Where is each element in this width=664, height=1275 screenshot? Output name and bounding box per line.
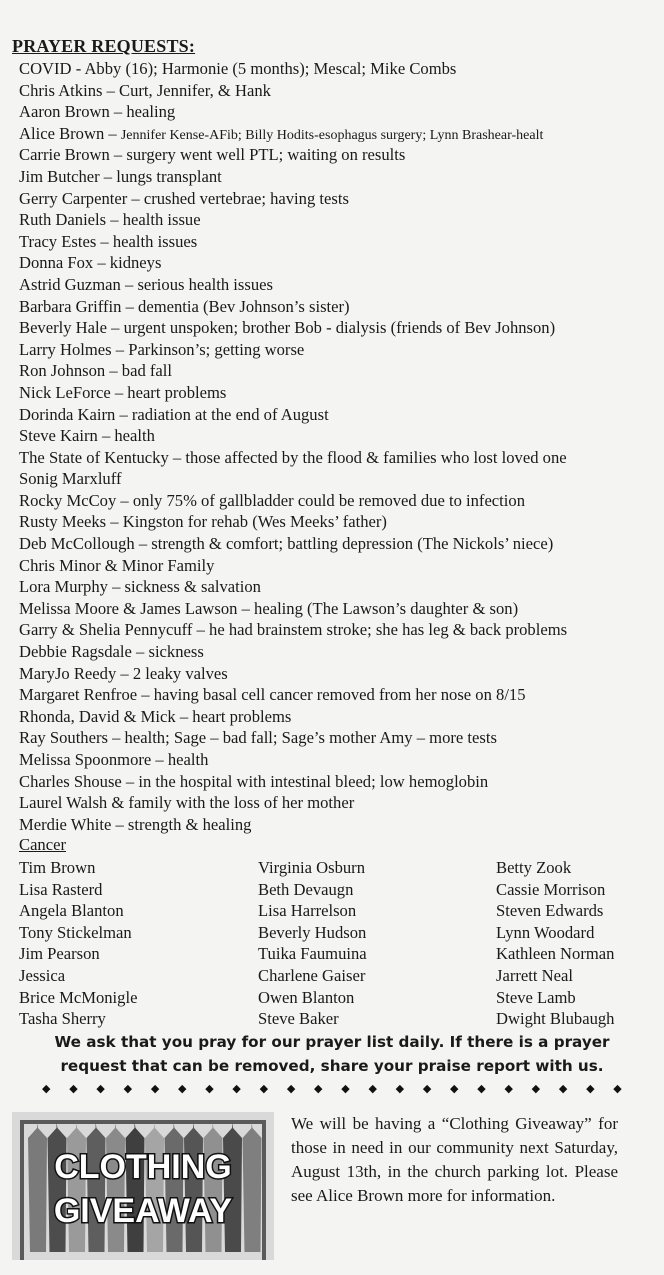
diamond-icon: ◆: [178, 1083, 187, 1095]
prayer-request-detail: Jennifer Kense-AFib; Billy Hodits-esophagus surgery; Lynn Brashear-healt: [120, 127, 544, 143]
prayer-request-item: [19, 166, 659, 188]
prayer-request-item: [19, 339, 659, 361]
prayer-request-item: [19, 231, 659, 253]
prayer-request-text: Tracy Estes – health issues: [19, 231, 198, 251]
cancer-name: Lisa Harrelson: [258, 901, 357, 921]
prayer-requests-heading: PRAYER REQUESTS:: [12, 36, 196, 56]
prayer-request-text: Steve Kairn – health: [19, 426, 155, 446]
garment-shape: [48, 1122, 67, 1252]
prayer-request-item: [19, 576, 659, 598]
prayer-request-text: Charles Shouse – in the hospital with intestinal bleed; low hemoglobin: [19, 771, 489, 791]
garment-shape: [243, 1122, 262, 1252]
prayer-request-text: Rhonda, David & Mick – heart problems: [19, 706, 292, 726]
prayer-request-item: [19, 468, 659, 490]
cancer-column-1: [19, 857, 137, 1030]
prayer-request-text: Rocky McCoy – only 75% of gallbladder could be removed due to infection: [19, 490, 525, 510]
prayer-request-text: Melissa Moore & James Lawson – healing (The Lawson’s daughter & son): [19, 598, 519, 618]
prayer-request-text: Melissa Spoonmore – health: [19, 750, 209, 769]
prayer-request-item: [19, 360, 659, 382]
prayer-request-text: Beverly Hale – urgent unspoken; brother Bob - dialysis (friends of Bev Johnson): [19, 318, 556, 338]
garment-shape: [28, 1122, 47, 1252]
prayer-request-item: [19, 252, 659, 274]
prayer-request-item: [19, 274, 659, 296]
garment-shape: [223, 1122, 242, 1252]
prayer-request-list: [19, 58, 659, 835]
prayer-request-text: Chris Atkins – Curt, Jennifer, & Hank: [19, 80, 271, 100]
cancer-name: Beth Devaugn: [258, 879, 354, 899]
diamond-icon: ◆: [341, 1083, 350, 1095]
prayer-request-text: Ray Southers – health; Sage – bad fall; Sage’s mother Amy – more tests: [19, 728, 497, 748]
diamond-icon: ◆: [531, 1083, 541, 1095]
prayer-request-item: [19, 663, 659, 685]
diamond-icon: ◆: [42, 1083, 51, 1095]
prayer-request-item: [19, 188, 659, 210]
prayer-request-text: Carrie Brown – surgery went well PTL; waiting on results: [19, 145, 406, 165]
logo-text-line1: CLOTHING: [54, 1148, 232, 1186]
diamond-divider: [42, 1082, 622, 1095]
cancer-name: Dwight Blubaugh: [496, 1009, 615, 1029]
cancer-name: Charlene Gaiser: [258, 965, 366, 985]
prayer-request-item: [19, 101, 659, 123]
prayer-request-text: Merdie White – strength & healing: [19, 814, 252, 834]
cancer-name: Tuika Faumuina: [258, 944, 367, 964]
garment-shape: [67, 1122, 86, 1252]
prayer-request-text: Rusty Meeks – Kingston for rehab (Wes Meeks’ father): [19, 512, 387, 532]
diamond-icon: ◆: [368, 1083, 377, 1095]
prayer-request-text: Gerry Carpenter – crushed vertebrae; having tests: [19, 188, 349, 208]
prayer-request-item: [19, 80, 659, 102]
prayer-request-item: [19, 684, 659, 706]
clothing-giveaway-logo: [12, 1112, 274, 1260]
prayer-request-item: [19, 706, 659, 728]
garment-shape: [87, 1122, 106, 1252]
prayer-request-item: [19, 792, 659, 814]
prayer-request-text: Debbie Ragsdale – sickness: [19, 642, 204, 662]
prayer-request-text: Donna Fox – kidneys: [19, 253, 162, 273]
prayer-request-text: Dorinda Kairn – radiation at the end of August: [19, 404, 329, 424]
diamond-icon: ◆: [422, 1083, 432, 1095]
cancer-name: Owen Blanton: [258, 987, 355, 1007]
diamond-icon: ◆: [558, 1083, 568, 1095]
prayer-request-item: [19, 727, 659, 749]
prayer-request-item: [19, 425, 659, 447]
prayer-request-text: Deb McCollough – strength & comfort; battling depression (The Nickols’ niece): [19, 534, 554, 554]
prayer-request-text: Garry & Shelia Pennycuff – he had brainstem stroke; she has leg & back problems: [19, 620, 568, 640]
prayer-request-text: Aaron Brown – healing: [19, 102, 176, 122]
prayer-notice: We ask that you pray for our prayer list daily. If there is a prayer request that can be removed, share your praise report with us.: [54, 1033, 610, 1075]
diamond-icon: ◆: [205, 1083, 214, 1095]
cancer-name: Angela Blanton: [19, 901, 124, 921]
prayer-request-text: Astrid Guzman – serious health issues: [19, 274, 273, 294]
cancer-name: Cassie Morrison: [496, 879, 606, 899]
prayer-request-item: [19, 58, 659, 80]
garment-shape: [126, 1122, 145, 1252]
cancer-column-3: [496, 857, 614, 1030]
diamond-icon: ◆: [613, 1083, 622, 1095]
diamond-icon: ◆: [232, 1083, 241, 1095]
prayer-request-item: [19, 771, 659, 793]
prayer-request-item: [19, 490, 659, 512]
diamond-icon: ◆: [286, 1083, 296, 1095]
prayer-request-item: [19, 641, 659, 663]
prayer-request-item: [19, 144, 659, 166]
cancer-name: Kathleen Norman: [496, 944, 615, 964]
prayer-request-text: Lora Murphy – sickness & salvation: [19, 577, 261, 597]
garment-shape: [106, 1122, 125, 1252]
cancer-heading: Cancer: [19, 835, 66, 854]
prayer-request-item: [19, 598, 659, 620]
prayer-request-text: Barbara Griffin – dementia (Bev Johnson’s sister): [19, 296, 350, 316]
prayer-request-item: [19, 749, 659, 771]
cancer-column-2: [258, 857, 367, 1030]
cancer-name: Jarrett Neal: [496, 965, 573, 985]
prayer-request-item: [19, 296, 659, 318]
prayer-request-text: Sonig Marxluff: [19, 469, 122, 489]
diamond-icon: ◆: [450, 1083, 459, 1095]
cancer-name: Steve Lamb: [496, 987, 576, 1007]
cancer-name: Tony Stickelman: [19, 922, 132, 942]
garment-shape: [184, 1122, 203, 1252]
logo-text-line2: GIVEAWAY: [53, 1192, 233, 1230]
prayer-request-item: [19, 404, 659, 426]
cancer-name: Virginia Osburn: [258, 858, 366, 877]
prayer-request-item: [19, 533, 659, 555]
clothing-giveaway-text: We will be having a “Clothing Giveaway” for those in need in our community next Saturday, August 13th, in the church parking lot. Please see Alice Brown more for information.: [291, 1114, 618, 1205]
cancer-name: Brice McMonigle: [19, 987, 138, 1007]
prayer-request-text: MaryJo Reedy – 2 leaky valves: [19, 663, 228, 683]
cancer-name: Steve Baker: [258, 1009, 339, 1029]
prayer-request-text: Jim Butcher – lungs transplant: [19, 166, 222, 186]
prayer-request-item: [19, 382, 659, 404]
prayer-request-item: [19, 814, 659, 836]
diamond-icon: ◆: [150, 1083, 160, 1095]
prayer-request-item: [19, 555, 659, 577]
prayer-request-item: [19, 209, 659, 231]
cancer-name: Tasha Sherry: [19, 1009, 106, 1029]
prayer-request-item: [19, 447, 659, 469]
diamond-icon: ◆: [477, 1083, 486, 1095]
garment-shape: [165, 1122, 184, 1252]
cancer-name: Jim Pearson: [19, 944, 100, 964]
cancer-name: Steven Edwards: [496, 901, 604, 921]
diamond-icon: ◆: [314, 1083, 323, 1095]
diamond-icon: ◆: [395, 1083, 405, 1095]
prayer-request-text: Laurel Walsh & family with the loss of her mother: [19, 793, 355, 813]
cancer-name: Lisa Rasterd: [19, 879, 103, 899]
cancer-name: Jessica: [19, 965, 66, 985]
prayer-request-text: Chris Minor & Minor Family: [19, 555, 215, 575]
cancer-name: Lynn Woodard: [496, 922, 595, 942]
diamond-icon: ◆: [504, 1083, 513, 1095]
diamond-icon: ◆: [586, 1083, 595, 1095]
prayer-request-item: [19, 619, 659, 641]
prayer-request-text: The State of Kentucky – those affected by the flood & families who lost loved one: [19, 447, 567, 467]
cancer-name: Betty Zook: [496, 858, 572, 877]
prayer-request-text: Ron Johnson – bad fall: [19, 361, 173, 381]
prayer-request-text: Nick LeForce – heart problems: [19, 382, 227, 402]
prayer-request-text: Margaret Renfroe – having basal cell cancer removed from her nose on 8/15: [19, 685, 526, 705]
prayer-request-text: COVID - Abby (16); Harmonie (5 months); Mescal; Mike Combs: [19, 59, 457, 78]
prayer-request-text: Alice Brown –: [19, 123, 121, 143]
prayer-request-item: [19, 317, 659, 339]
diamond-icon: ◆: [259, 1083, 269, 1095]
prayer-request-item: [19, 511, 659, 533]
prayer-request-text: Ruth Daniels – health issue: [19, 210, 201, 230]
prayer-request-text: Larry Holmes – Parkinson’s; getting worse: [19, 339, 305, 359]
garment-shape: [145, 1122, 164, 1252]
garment-shape: [204, 1122, 223, 1252]
diamond-icon: ◆: [123, 1083, 133, 1095]
cancer-name: Tim Brown: [19, 858, 96, 877]
cancer-name: Beverly Hudson: [258, 922, 367, 942]
prayer-request-item: [19, 123, 659, 145]
diamond-icon: ◆: [69, 1083, 78, 1095]
diamond-icon: ◆: [96, 1083, 105, 1095]
